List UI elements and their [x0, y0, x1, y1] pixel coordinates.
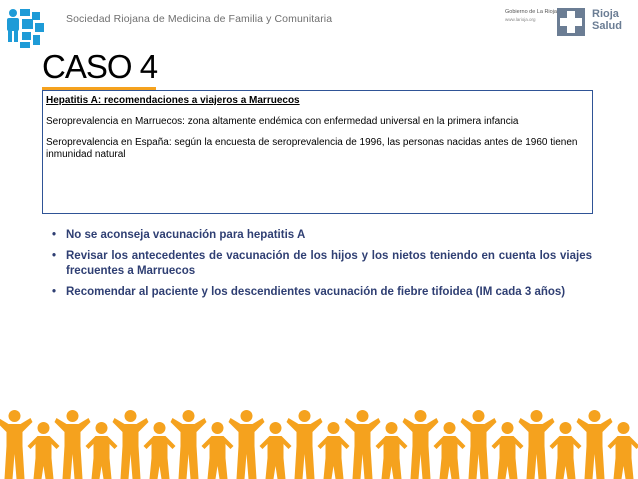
recommendation-list — [52, 228, 592, 306]
list-item-text: Revisar los antecedentes de vacunación de los hijos y los nietos teniendo en cuenta los viajes frecuentes a Marruecos — [66, 250, 592, 277]
case-info-box — [42, 90, 593, 214]
bullet-icon: • — [52, 286, 57, 298]
government-name: Gobierno de La Rioja — [505, 9, 557, 15]
rioja-logo-line2: Salud — [592, 20, 622, 32]
list-item-text: Recomendar al paciente y los descendientes vacunación de fiebre tifoidea (IM cada 3 años) — [66, 286, 566, 298]
case-box-paragraph-morocco: Seroprevalencia en Marruecos: zona altamente endémica con enfermedad universal en la primera infancia — [46, 116, 519, 127]
people-figures-icon — [0, 402, 638, 479]
bullet-icon: • — [52, 229, 57, 241]
society-logo-icon — [4, 6, 48, 50]
rioja-logo-line1: Rioja — [592, 8, 619, 20]
bullet-icon: • — [52, 250, 57, 262]
list-item — [52, 249, 592, 279]
case-box-paragraph-spain: Seroprevalencia en España: según la encuesta de seroprevalencia de 1996, las personas nacidas antes de 1960 tienen inmunidad natural — [46, 137, 578, 160]
slide-title: CASO 4 — [42, 48, 158, 85]
case-box-heading: Hepatitis A: recomendaciones a viajeros a Marruecos — [46, 95, 300, 106]
list-item — [52, 285, 592, 300]
rioja-cross-icon — [557, 8, 585, 36]
slide-header — [0, 0, 638, 50]
rioja-salud-logo — [592, 8, 638, 32]
government-url: www.larioja.org — [505, 17, 536, 22]
list-item-text: No se aconseja vacunación para hepatitis A — [66, 229, 306, 241]
society-name: Sociedad Riojana de Medicina de Familia y Comunitaria — [66, 13, 333, 25]
list-item — [52, 228, 592, 243]
